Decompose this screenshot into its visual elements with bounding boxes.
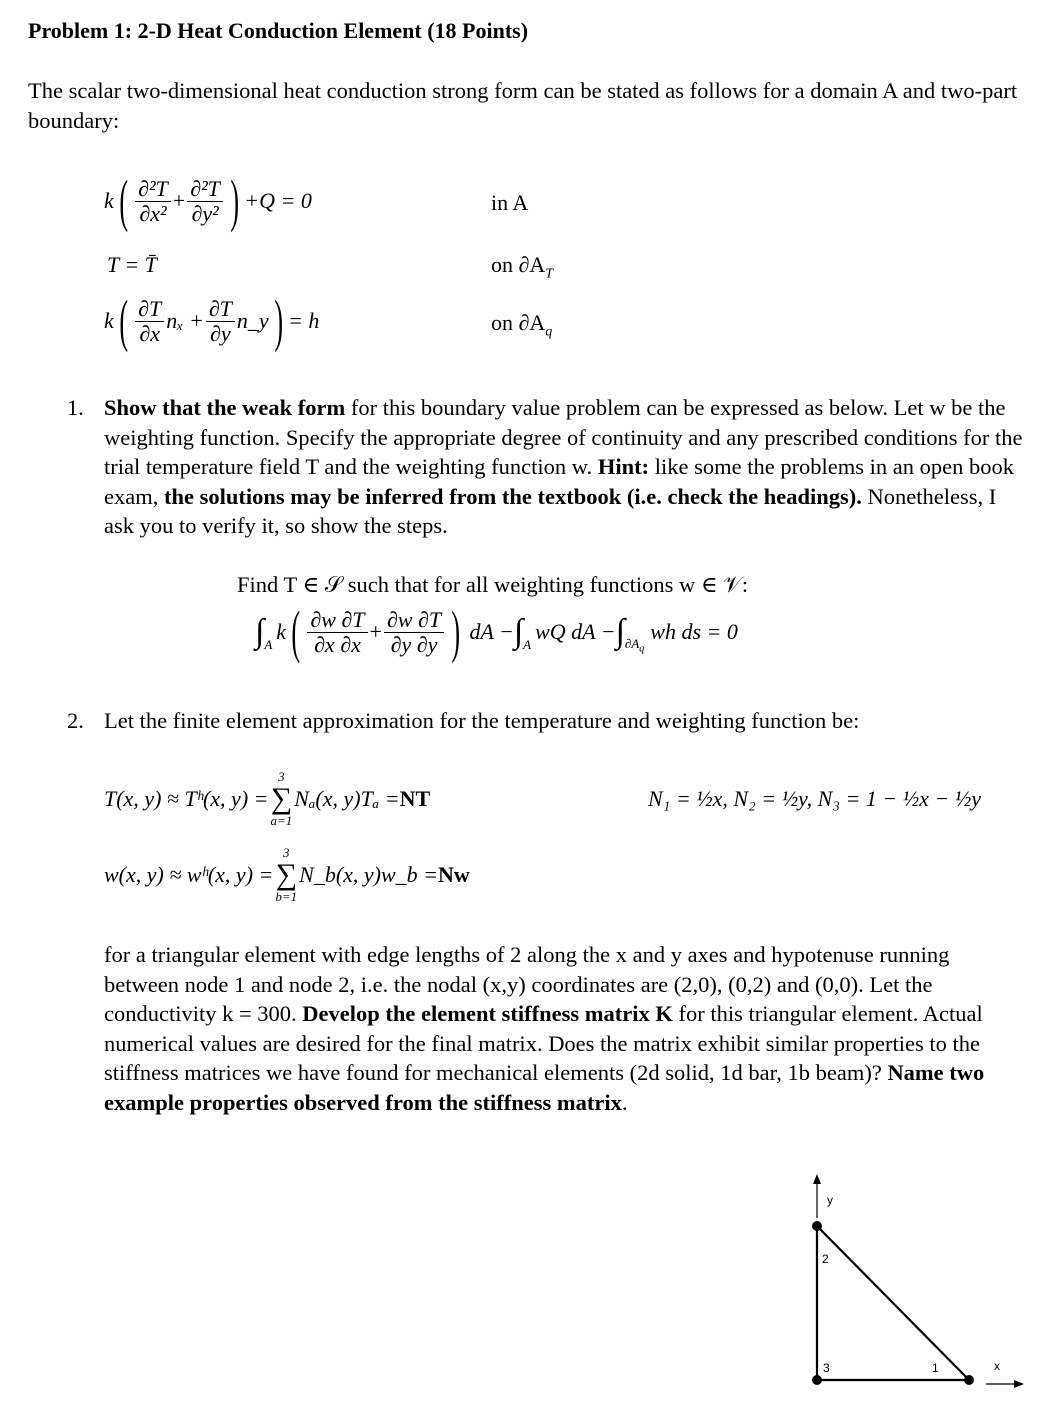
weak-plus: + — [369, 619, 382, 644]
eq1-rest: +Q = 0 — [244, 188, 312, 213]
weak-k: k — [276, 619, 287, 644]
item1-text1: for this boundary value problem can be expressed as below. Let w be the weighting function. Specify the appropriate degree of continuity and any prescribed conditions for the trial temperature field T and the weighting function w. — [104, 395, 1023, 479]
eqT-sum-top: 3 — [278, 769, 285, 784]
item1-number: 1. — [67, 395, 84, 420]
strong-form-eq1: k ( $\frac{\text{∂²T}}{\text{∂x²}}$ + $\frac{\text{∂²T}}{\text{∂y²}}$ ) +Q = 0 — [104, 168, 312, 233]
eqW-lhs: w(x, y) ≈ wʰ(x, y) = — [104, 862, 274, 887]
triangle-element-figure — [780, 1170, 1040, 1405]
strong-form-eq3: k ( $\frac{\partial T}{\partial x}$ nₓ + $\frac{\partial T}{\partial y}$ n_y ) = h — [104, 288, 320, 353]
eq3-rest: = h — [288, 308, 320, 333]
eqT-lhs: T(x, y) ≈ Tʰ(x, y) = — [104, 786, 269, 811]
eqT-sum — [271, 770, 293, 828]
eq1-frac2 — [187, 177, 223, 226]
eq3-n2: n_y — [236, 308, 269, 333]
eqW-sum — [275, 846, 297, 904]
integral-sign: ∫ — [255, 613, 265, 650]
sigma-symbol: ∑ — [270, 782, 293, 815]
weak-num2: ∂w ∂T — [384, 608, 444, 633]
item1-bold2: Hint: — [597, 454, 650, 479]
eq3-den1: ∂x — [139, 320, 160, 346]
eq1-where: in A — [491, 190, 529, 215]
sigma-symbol-2: ∑ — [275, 858, 297, 891]
item2-text1: for a triangular element with edge lengths of 2 along the x and y axes and hypotenuse running between node 1 and node 2, i.e. the nodal (x,y) coordinates are (2,0), (0,2) and (0,0). Let the conductivity k = 300. — [104, 942, 950, 1026]
intro-text: The scalar two-dimensional heat conduction strong form can be stated as follows for a domain A and two-part boundary: — [28, 78, 1018, 133]
triangle-hypotenuse — [817, 1226, 969, 1380]
x-axis-label: x — [994, 1359, 1000, 1373]
weak-form-eq: ∫ $_A$ k ( $\frac{\partial w \partial T}{\partial x \partial x}$ + $\frac{\partial w \partial T}{\partial y \partial y}$ ) dA − ∫ $_A$ wQ dA − ∫ $_{\partial A_q}$ wh ds = 0 — [255, 599, 738, 664]
eq3-frac1 — [135, 297, 164, 346]
eqT-bold: NT — [399, 786, 431, 811]
item2-bold1: Develop the element stiffness matrix K — [302, 1001, 673, 1026]
weak-den1: ∂x ∂x — [314, 631, 361, 657]
weak-int2-sub: A — [523, 637, 532, 652]
x-axis-arrowhead — [1014, 1380, 1024, 1388]
eqT-rhs: Nₐ(x, y)Tₐ = — [294, 786, 400, 811]
eq1-den1: ∂x² — [139, 200, 167, 226]
eq2-where — [491, 252, 553, 282]
item2-text3: . — [621, 1089, 628, 1115]
y-axis-arrowhead — [813, 1174, 821, 1184]
item1-bold1: Show that the weak form — [104, 395, 346, 420]
eq2-where-sub: T — [545, 266, 554, 282]
eq3-where-sub: q — [545, 324, 553, 340]
weak-t1: dA − — [469, 619, 514, 644]
find-statement: Find T ∈ 𝒮 such that for all weighting functions w ∈ 𝒱: — [237, 572, 749, 597]
eq2-where-text: on ∂A — [491, 252, 546, 277]
node-3-dot — [812, 1375, 822, 1385]
weak-int3-sub-main: ∂A — [624, 635, 640, 651]
strong-form-eq2: T = T̄ — [107, 252, 157, 277]
eq1-den2: ∂y² — [191, 200, 219, 226]
item2-text2: for this triangular element. Actual numerical values are desired for the final matrix. Does the matrix exhibit similar properties to the stiffness matrices we have found for mechanical elements (2d solid, 1d bar, 1b beam)? — [104, 1001, 983, 1085]
y-axis-label: y — [827, 1193, 833, 1207]
integral-sign-3: ∫ — [615, 613, 625, 650]
weak-t3: wh ds = 0 — [650, 619, 738, 644]
item2-lead: Let the finite element approximation for the temperature and weighting function be: — [104, 708, 860, 733]
item1-text2: like some the problems in an open book exam, — [104, 454, 1015, 509]
eqW-sum-bot: b=1 — [275, 889, 298, 904]
eqW-bold: Nw — [438, 862, 470, 887]
eq3-k: k — [104, 308, 114, 333]
integral-sign-2: ∫ — [513, 613, 524, 650]
eqW-rhs: N_b(x, y)w_b = — [299, 862, 439, 887]
eqW-sum-top: 3 — [283, 845, 290, 860]
item2-number: 2. — [67, 708, 84, 733]
eq3-frac2 — [206, 297, 235, 346]
weak-num1: ∂w ∂T — [307, 608, 367, 633]
trial-approx-eq — [104, 770, 430, 828]
item1-text3: Nonetheless, I ask you to verify it, so show the steps. — [104, 483, 997, 538]
eq3-num1: ∂T — [135, 297, 164, 322]
eq1-num1: ∂²T — [135, 177, 171, 202]
eq3-n1: nₓ + — [166, 308, 204, 333]
eq1-plus: + — [172, 188, 186, 213]
weak-frac1 — [307, 608, 367, 657]
weak-int3-sub — [625, 636, 644, 655]
item1-text — [104, 393, 1024, 541]
eq3-num2: ∂T — [206, 297, 235, 322]
item2-bold2: Name two example properties observed from the stiffness matrix — [104, 1060, 985, 1115]
eq3-where — [491, 310, 552, 340]
node-1-dot — [964, 1375, 974, 1385]
weak-int1-sub: A — [264, 637, 273, 652]
item2-text — [104, 940, 1004, 1117]
weak-int3-subsub: q — [639, 643, 645, 655]
eq1-k: k — [104, 188, 114, 213]
shape-functions: N₁ = ½x, N₂ = ½y, N₃ = 1 − ½x − ½y — [648, 786, 982, 811]
node-2-dot — [812, 1221, 822, 1231]
weight-approx-eq — [104, 846, 470, 904]
node-2-label: 2 — [822, 1252, 829, 1266]
node-1-label: 1 — [932, 1361, 939, 1375]
item1-bold3: the solutions may be inferred from the textbook (i.e. check the headings). — [163, 483, 862, 509]
eq1-num2: ∂²T — [187, 177, 223, 202]
weak-den2: ∂y ∂y — [390, 631, 438, 657]
eq3-where-text: on ∂A — [491, 310, 546, 335]
weak-frac2 — [384, 608, 444, 657]
eq1-frac1 — [135, 177, 171, 226]
eqT-sum-bot: a=1 — [270, 813, 293, 828]
eq3-den2: ∂y — [210, 320, 231, 346]
node-3-label: 3 — [823, 1361, 830, 1375]
weak-t2: wQ dA − — [535, 619, 616, 644]
page-title: Problem 1: 2-D Heat Conduction Element (18 Points) — [28, 18, 529, 43]
